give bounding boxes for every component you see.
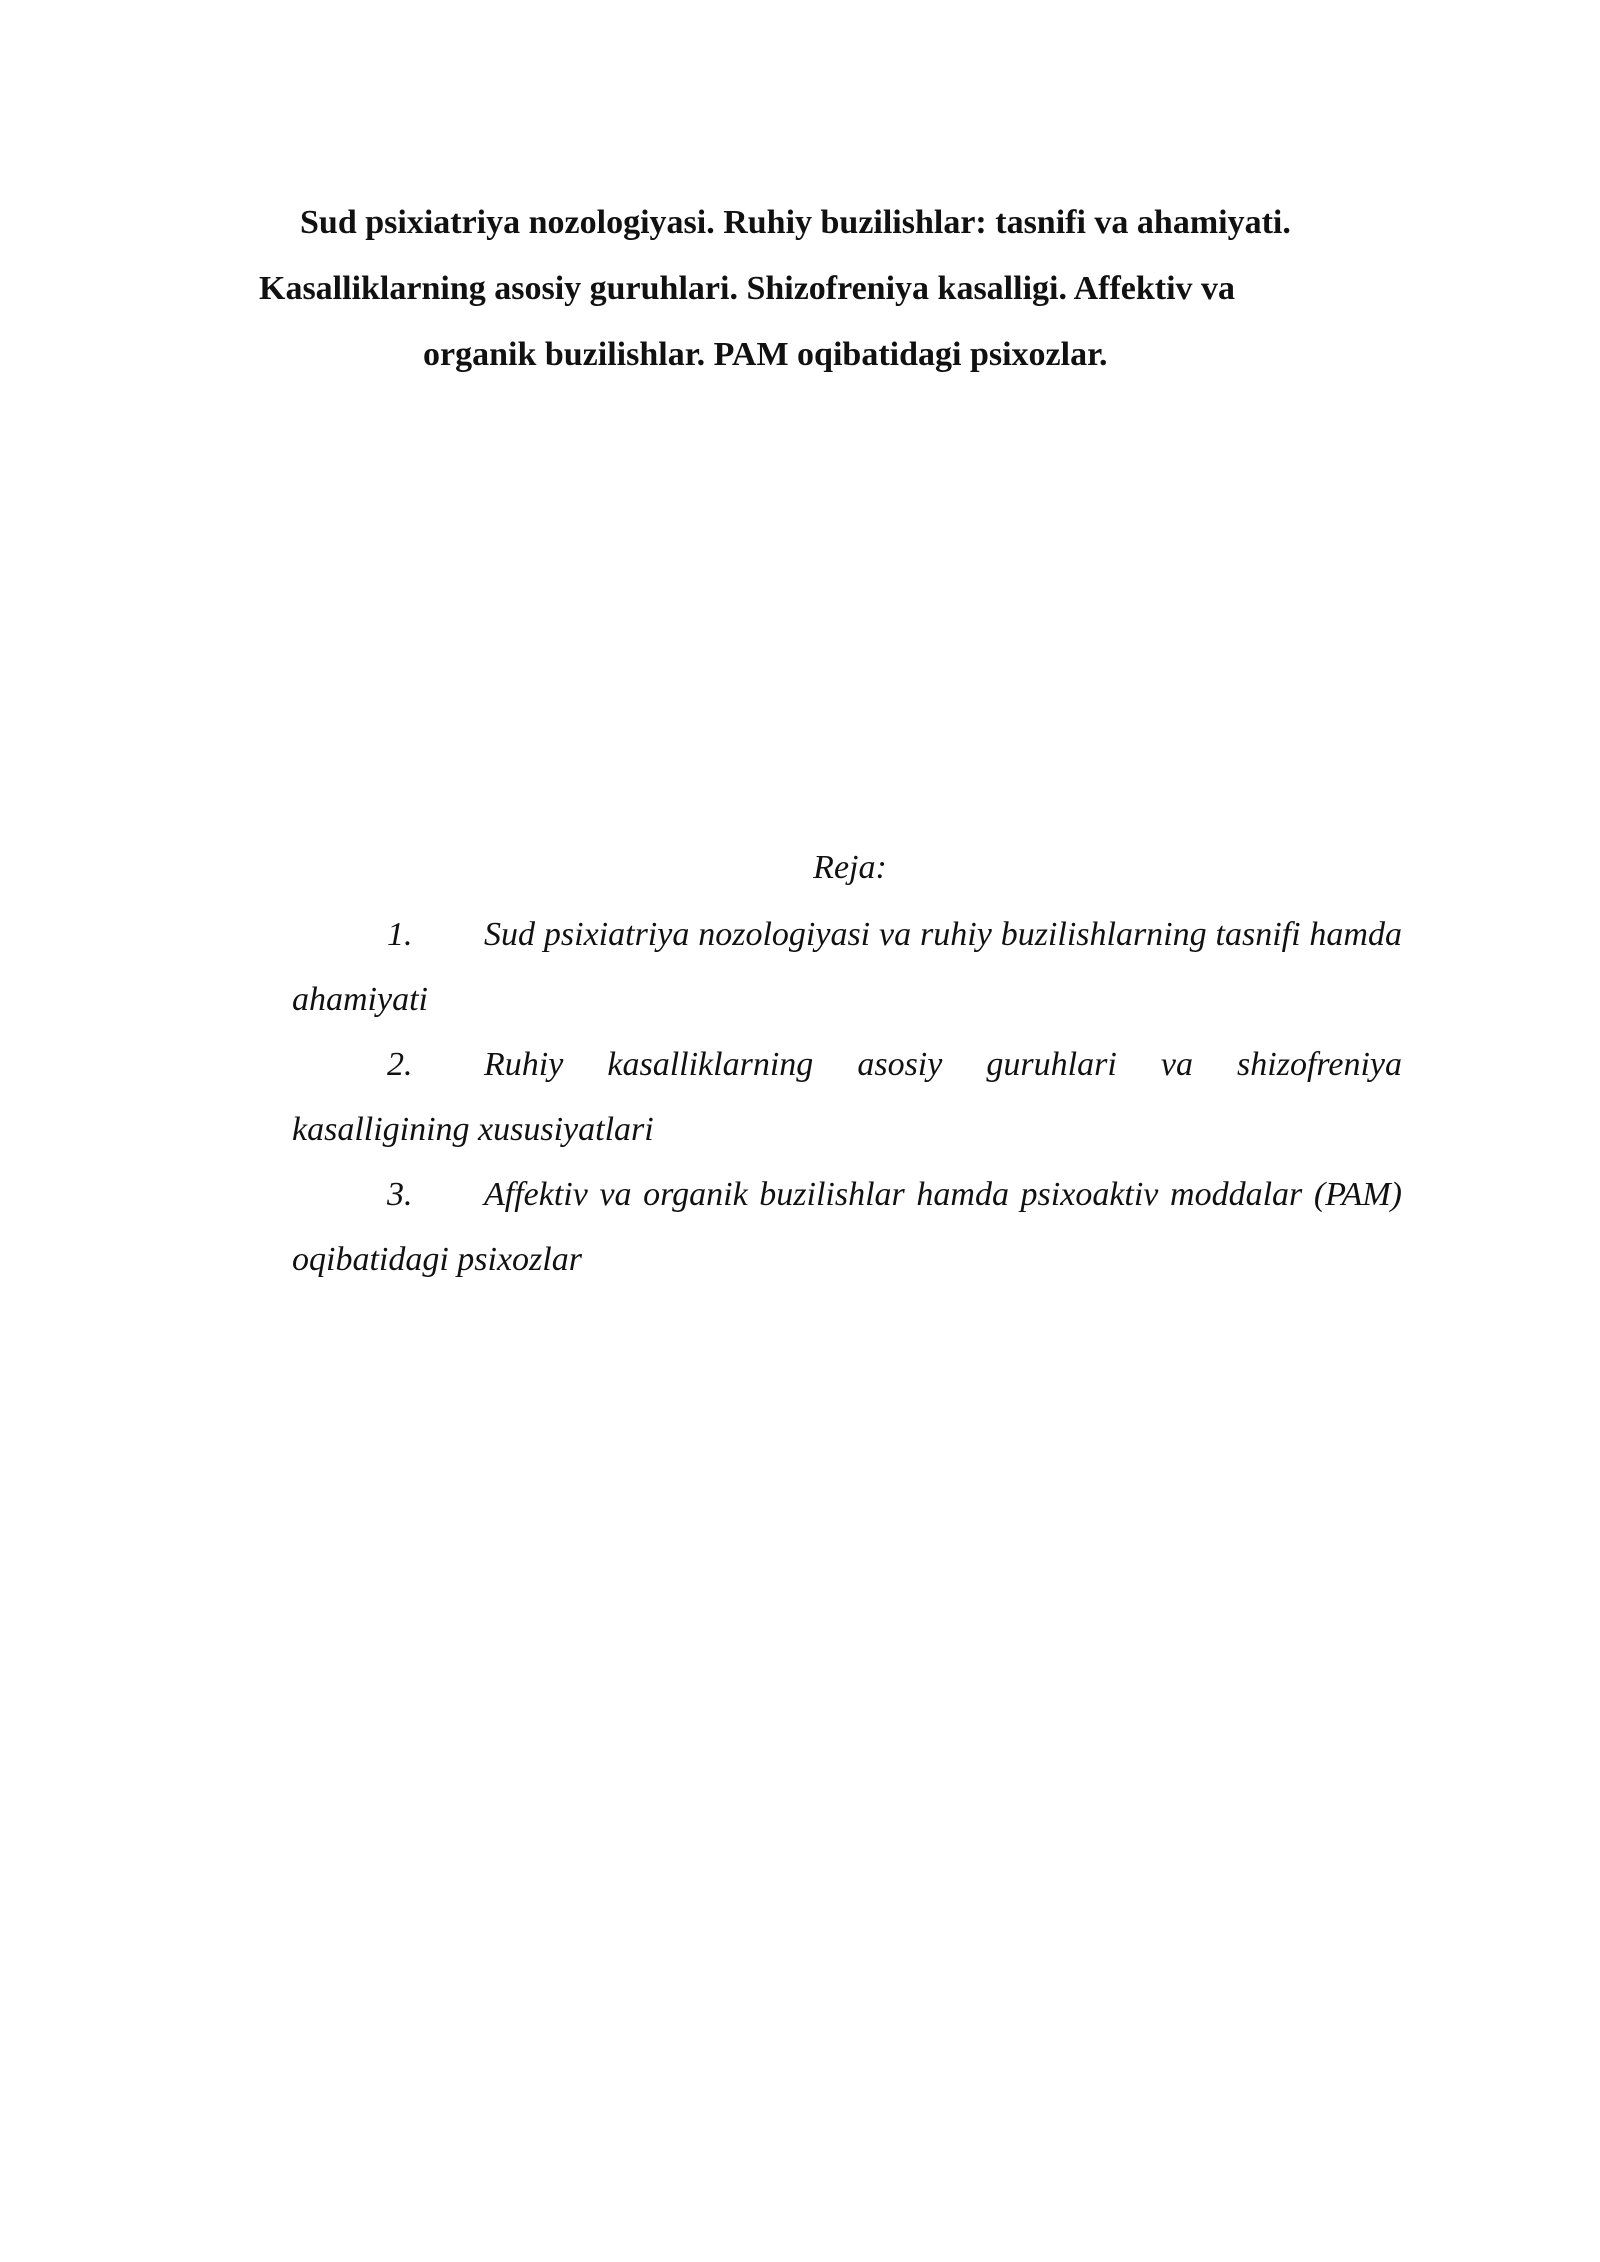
plan-item-text: Affektiv va organik buzilishlar hamda psixoaktiv moddalar (PAM) oqibatidagi psixozlar xyxy=(292,1176,1402,1278)
plan-item xyxy=(292,1162,1402,1292)
plan-item-number: 1. xyxy=(387,916,413,953)
title-line: Sud psixiatriya nozologiyasi. Ruhiy buzilishlar: tasnifi va ahamiyati. xyxy=(300,204,1291,241)
plan-item-number: 3. xyxy=(387,1176,413,1213)
title-line: organik buzilishlar. PAM oqibatidagi psixozlar. xyxy=(423,336,1108,373)
plan-item-text: Sud psixiatriya nozologiyasi va ruhiy buzilishlarning tasnifi hamda ahamiyati xyxy=(292,916,1402,1018)
plan-heading: Reja: xyxy=(813,849,887,886)
document-title xyxy=(255,190,1405,388)
title-line: Kasalliklarning asosiy guruhlari. Shizofreniya kasalligi. Affektiv va xyxy=(259,270,1236,307)
plan-item-text: Ruhiy kasalliklarning asosiy guruhlari va shizofreniya kasalligining xususiyatlari xyxy=(292,1046,1402,1148)
plan-item xyxy=(292,902,1402,1032)
plan-list xyxy=(292,902,1402,1292)
plan-item xyxy=(292,1032,1402,1162)
plan-item-number: 2. xyxy=(387,1046,413,1083)
